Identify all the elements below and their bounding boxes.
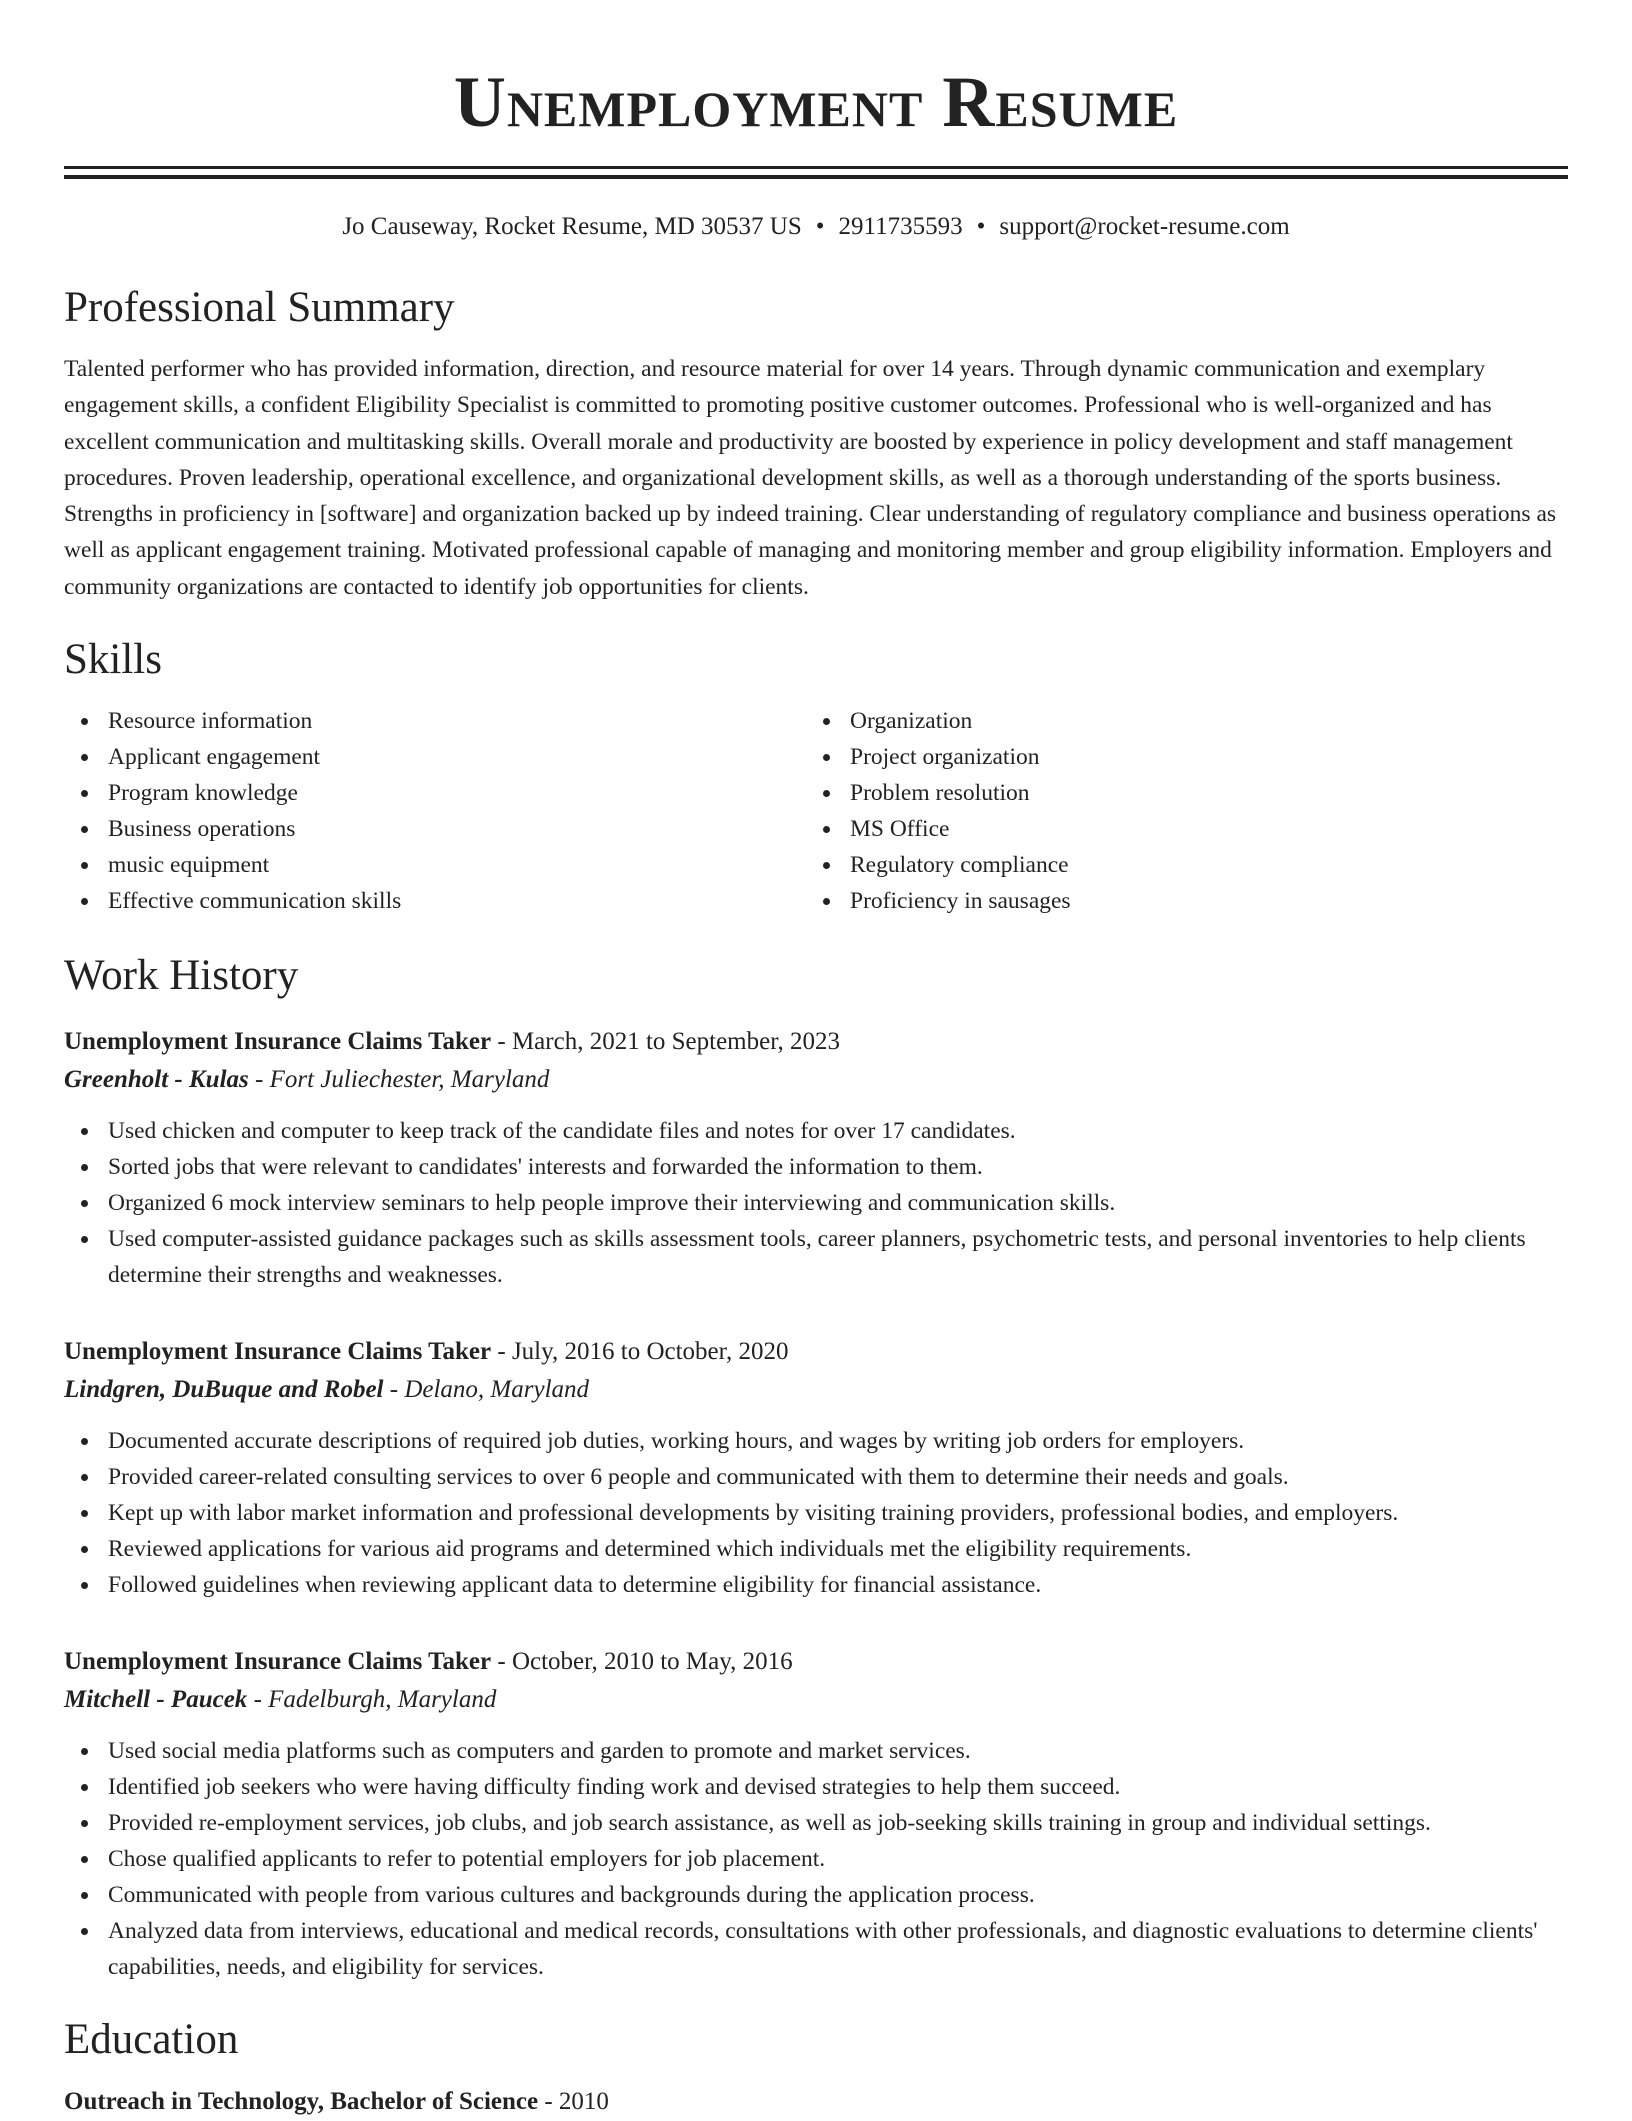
job-duty-item [64, 1841, 1568, 1877]
job-duty-item-text: Used chicken and computer to keep track of the candidate files and notes for over 17 candidates. [108, 1118, 1016, 1145]
bullet-dot [81, 1892, 88, 1899]
bullet-dot [823, 718, 830, 725]
bullet-dot [81, 826, 88, 833]
job-duty-item-text: Identified job seekers who were having difficulty finding work and devised strategies to help them succeed. [108, 1774, 1121, 1801]
bullet-dot [823, 790, 830, 797]
job-duty-item [64, 1221, 1568, 1293]
job-role: Unemployment Insurance Claims Taker [64, 1338, 492, 1366]
job-company-line [64, 1371, 1568, 1409]
bullet-dot [823, 862, 830, 869]
job-duty-item-text: Provided career-related consulting services to over 6 people and communicated with them to determine their needs and goals. [108, 1464, 1289, 1491]
skill-item [64, 739, 806, 775]
job-duty-item-text: Communicated with people from various cultures and backgrounds during the application process. [108, 1882, 1035, 1909]
skill-item-text: Applicant engagement [108, 744, 321, 771]
skill-item-text: Problem resolution [850, 780, 1030, 807]
job-duty-item [64, 1567, 1568, 1603]
job-location: - Fadelburgh, Maryland [247, 1686, 497, 1714]
skill-item [64, 703, 806, 739]
bullet-dot [81, 1510, 88, 1517]
education-entry [64, 2083, 1568, 2121]
bullet-dot [81, 1856, 88, 1863]
job-company: Greenholt - Kulas [64, 1066, 249, 1094]
skills-grid [64, 703, 1568, 919]
job-duty-item-text: Reviewed applications for various aid programs and determined which individuals met the eligibility requirements. [108, 1536, 1192, 1563]
job-company-line [64, 1061, 1568, 1099]
bullet-dot [823, 754, 830, 761]
bullet-dot [81, 1200, 88, 1207]
job-entry [64, 1023, 1568, 1293]
skill-item [806, 703, 1548, 739]
document-title: Unemployment Resume [453, 62, 1179, 142]
skill-item [64, 775, 806, 811]
bullet-dot [81, 862, 88, 869]
skill-item [64, 847, 806, 883]
job-duties-list [64, 1423, 1568, 1603]
skill-item-text: Regulatory compliance [850, 852, 1069, 879]
bullet-dot [81, 1784, 88, 1791]
skill-item-text: MS Office [850, 816, 950, 843]
bullet-dot [81, 754, 88, 761]
contact-address: Jo Causeway, Rocket Resume, MD 30537 US [342, 213, 802, 240]
skills-heading: Skills [64, 636, 162, 684]
job-dates: - October, 2010 to May, 2016 [491, 1648, 793, 1676]
job-role: Unemployment Insurance Claims Taker [64, 1648, 492, 1676]
bullet-dot [81, 1164, 88, 1171]
job-company-line [64, 1681, 1568, 1719]
bullet-dot [81, 1236, 88, 1243]
job-duty-item-text: Organized 6 mock interview seminars to help people improve their interviewing and communication skills. [108, 1190, 1116, 1217]
job-duty-item [64, 1531, 1568, 1567]
job-title-line [64, 1333, 1568, 1371]
job-location: - Delano, Maryland [383, 1376, 590, 1404]
job-duty-item-text: Followed guidelines when reviewing applicant data to determine eligibility for financial assistance. [108, 1572, 1042, 1599]
job-duty-item [64, 1113, 1568, 1149]
skill-item [64, 883, 806, 919]
skill-item [806, 775, 1548, 811]
skill-item-text: Proficiency in sausages [850, 888, 1071, 915]
skill-item-text: Project organization [850, 744, 1040, 771]
skills-column-left [64, 703, 806, 919]
skill-item [806, 811, 1548, 847]
job-company: Mitchell - Paucek [64, 1686, 248, 1714]
skill-item [806, 847, 1548, 883]
skills-column-right [806, 703, 1548, 919]
job-duty-item-text: Sorted jobs that were relevant to candidates' interests and forwarded the information to them. [108, 1154, 983, 1181]
work-history-list [64, 1023, 1568, 1985]
bullet-dot [81, 1474, 88, 1481]
job-duty-item-text: Analyzed data from interviews, educational and medical records, consultations with other professionals, and diagnostic evaluations to determine clients' capabilities, needs, and eligibility for services. [108, 1918, 1538, 1981]
job-location: - Fort Juliechester, Maryland [248, 1066, 550, 1094]
summary-heading: Professional Summary [64, 284, 455, 331]
job-dates: - March, 2021 to September, 2023 [491, 1028, 841, 1056]
resume-page [64, 0, 1568, 2121]
contact-separator: • [976, 213, 986, 240]
education-year: - 2010 [538, 2088, 609, 2116]
contact-line [64, 209, 1568, 245]
education-heading: Education [64, 2016, 239, 2064]
job-entry [64, 1643, 1568, 1985]
bullet-dot [81, 1928, 88, 1935]
job-duty-item [64, 1459, 1568, 1495]
bullet-dot [81, 1820, 88, 1827]
job-title-line [64, 1023, 1568, 1061]
skill-item [806, 739, 1548, 775]
job-duty-item [64, 1423, 1568, 1459]
job-duty-item-text: Documented accurate descriptions of required job duties, working hours, and wages by writing job orders for employers. [108, 1428, 1245, 1455]
bullet-dot [81, 1582, 88, 1589]
contact-email: support@rocket-resume.com [999, 213, 1290, 240]
job-duty-item [64, 1733, 1568, 1769]
contact-phone: 2911735593 [838, 213, 963, 240]
skill-item-text: Business operations [108, 816, 296, 843]
skill-item [64, 811, 806, 847]
job-duty-item-text: Used computer-assisted guidance packages such as skills assessment tools, career planners, psychometric tests, and personal inventories to help clients determine their strengths and weaknesses. [108, 1226, 1526, 1289]
job-duty-item-text: Kept up with labor market information and professional developments by visiting training providers, professional bodies, and employers. [108, 1500, 1399, 1527]
bullet-dot [81, 718, 88, 725]
bullet-dot [823, 826, 830, 833]
skill-item-text: Effective communication skills [108, 888, 402, 915]
summary-text: Talented performer who has provided information, direction, and resource material for over 14 years. Through dynamic communication and exemplary engagement skills, a confident Eligibility Specialist is committed to promoting positive customer outcomes. Professional who is well-organized and has excellent communication and multitasking skills. Overall morale and productivity are boosted by experience in policy development and staff management procedures. Proven leadership, operational excellence, and organizational development skills, as well as a thorough understanding of the sports business. Strengths in proficiency in [software] and organization backed up by indeed training. Clear understanding of regulatory compliance and business operations as well as applicant engagement training. Motivated professional capable of managing and monitoring member and group eligibility information. Employers and community organizations are contacted to identify job opportunities for clients. [64, 356, 1557, 600]
job-duty-item-text: Used social media platforms such as computers and garden to promote and market services. [108, 1738, 971, 1765]
skill-item-text: Resource information [108, 708, 313, 735]
bullet-dot [81, 1546, 88, 1553]
job-title-line [64, 1643, 1568, 1681]
skill-item-text: music equipment [108, 852, 270, 879]
bullet-dot [81, 790, 88, 797]
job-duty-item [64, 1495, 1568, 1531]
job-duty-item [64, 1769, 1568, 1805]
job-duty-item-text: Chose qualified applicants to refer to potential employers for job placement. [108, 1846, 826, 1873]
job-duties-list [64, 1733, 1568, 1985]
job-role: Unemployment Insurance Claims Taker [64, 1028, 492, 1056]
job-duty-item [64, 1877, 1568, 1913]
title-double-rule [64, 166, 1568, 179]
skill-item-text: Organization [850, 708, 973, 735]
bullet-dot [81, 1438, 88, 1445]
job-company: Lindgren, DuBuque and Robel [64, 1376, 384, 1404]
work-history-heading: Work History [64, 952, 299, 1000]
skill-item [806, 883, 1548, 919]
job-duties-list [64, 1113, 1568, 1293]
job-entry [64, 1333, 1568, 1603]
bullet-dot [81, 1128, 88, 1135]
job-dates: - July, 2016 to October, 2020 [491, 1338, 789, 1366]
skill-item-text: Program knowledge [108, 780, 298, 807]
education-degree: Outreach in Technology, Bachelor of Science [64, 2088, 539, 2116]
job-duty-item [64, 1913, 1568, 1985]
bullet-dot [81, 898, 88, 905]
bullet-dot [81, 1748, 88, 1755]
bullet-dot [823, 898, 830, 905]
job-duty-item [64, 1805, 1568, 1841]
job-duty-item-text: Provided re-employment services, job clubs, and job search assistance, as well as job-seeking skills training in group and individual settings. [108, 1810, 1431, 1837]
job-duty-item [64, 1185, 1568, 1221]
job-duty-item [64, 1149, 1568, 1185]
contact-separator: • [815, 213, 825, 240]
